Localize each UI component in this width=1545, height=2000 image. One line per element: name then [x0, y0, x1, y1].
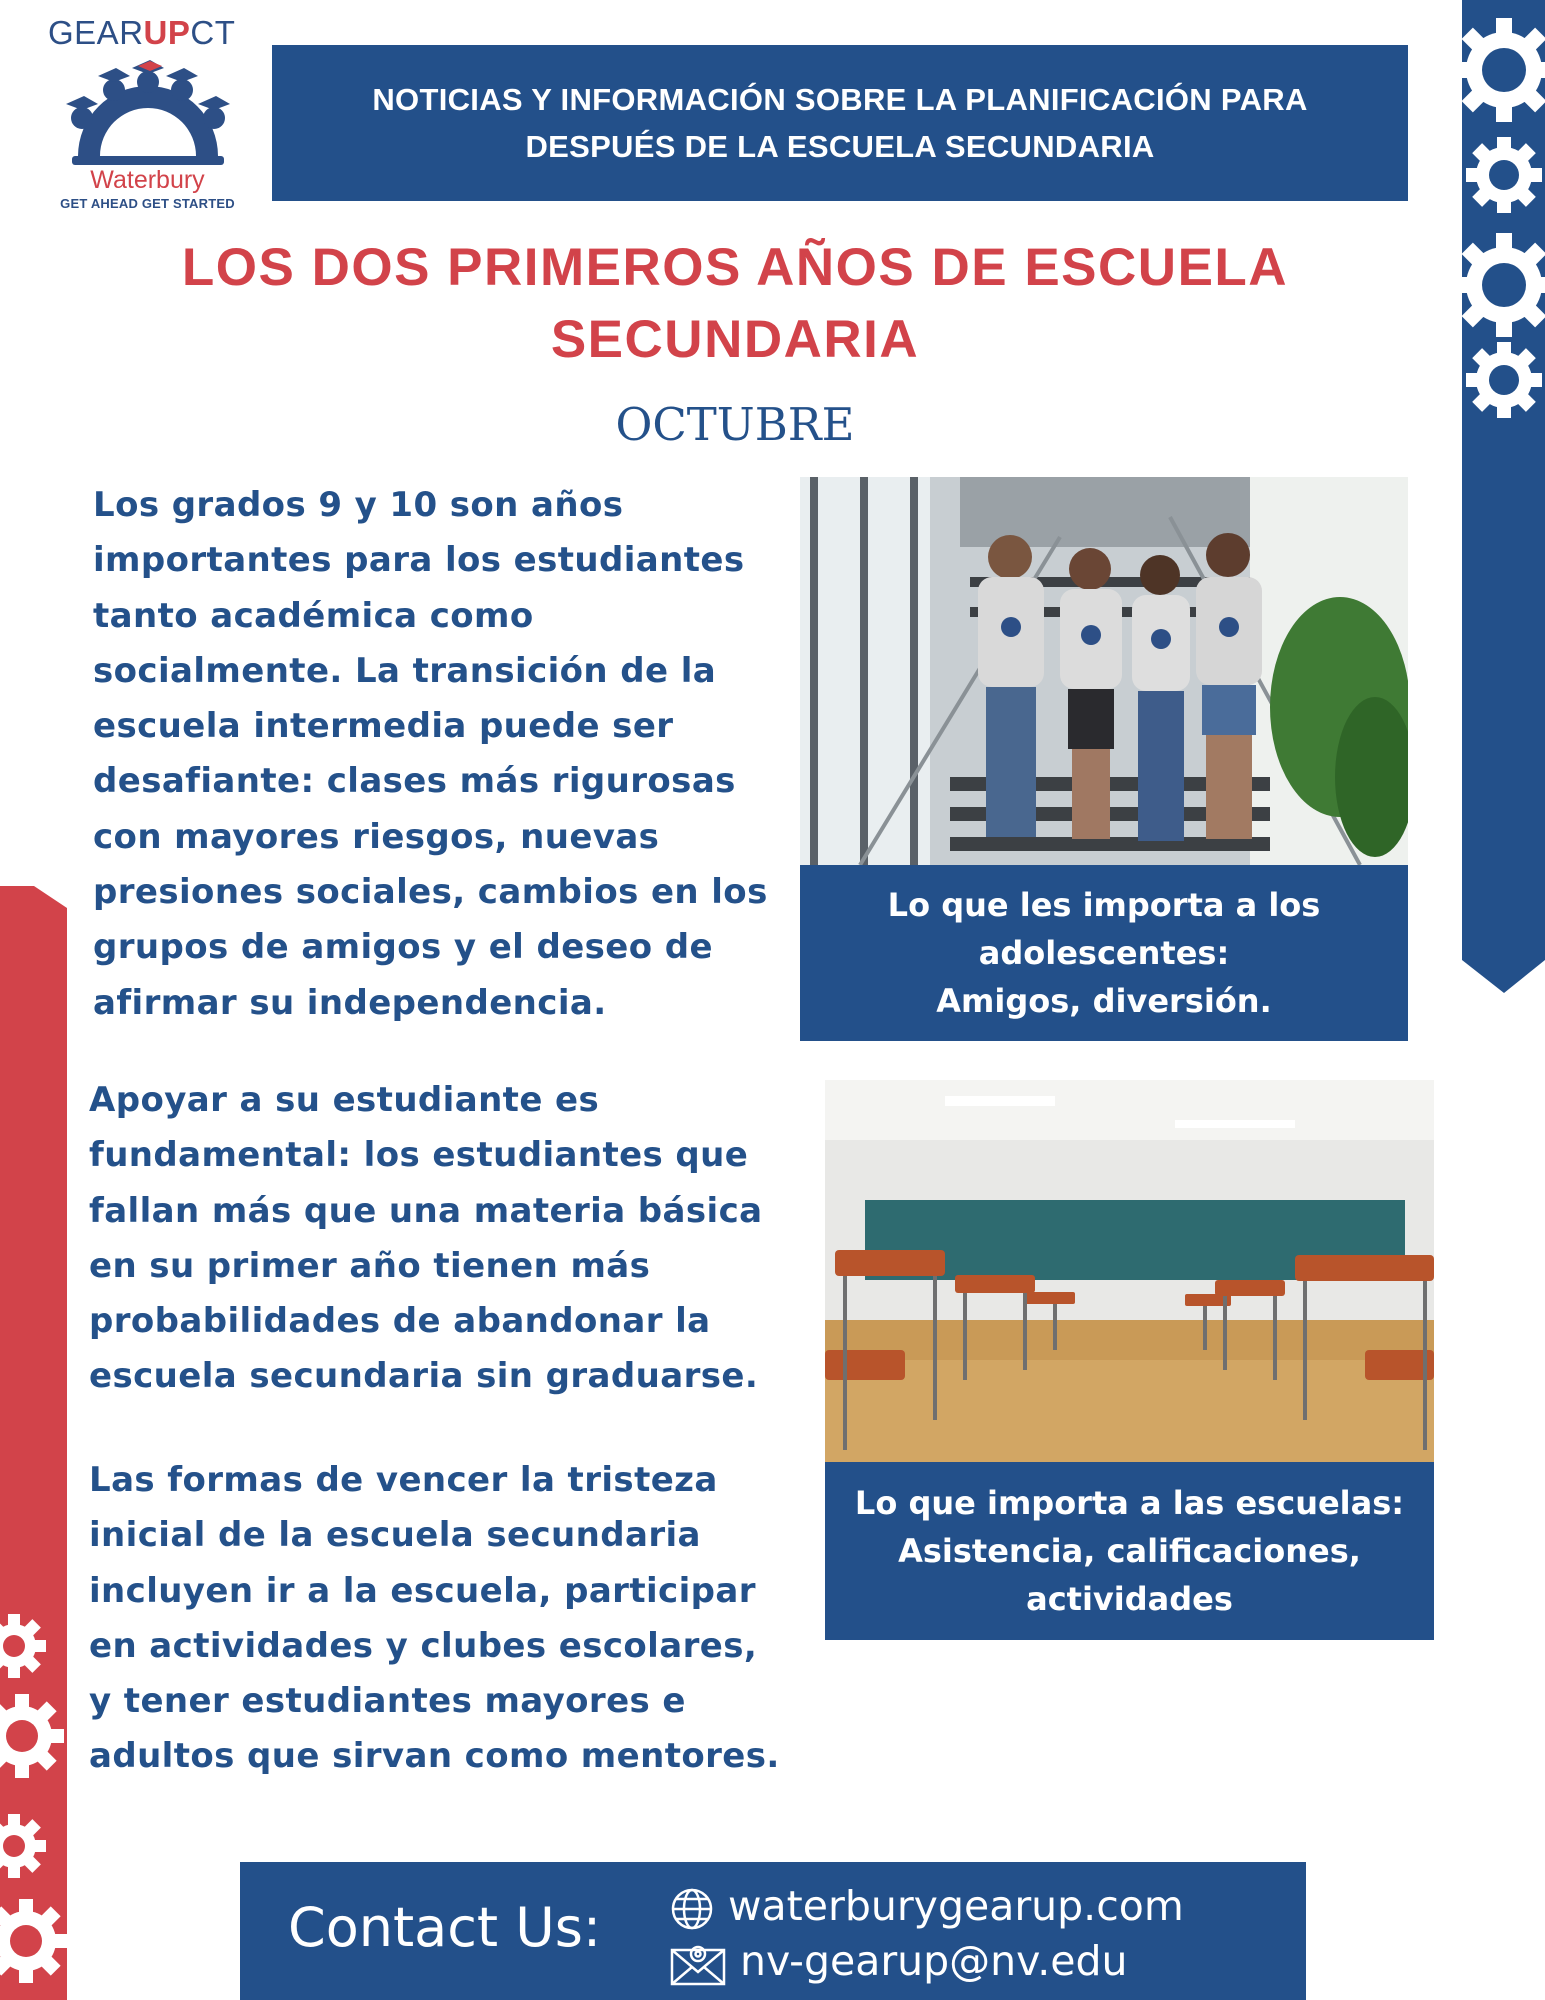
contact-email[interactable] — [670, 1937, 1128, 1986]
classroom-photo — [825, 1080, 1434, 1462]
caption-teens — [800, 865, 1408, 1041]
logo-city: Waterbury — [90, 166, 205, 194]
logo-wordmark: GEARUPCT — [48, 14, 236, 51]
banner-text — [340, 76, 1340, 170]
contact-website[interactable] — [670, 1882, 1184, 1931]
gear-icon — [1462, 233, 1545, 337]
gear-icon — [1466, 137, 1542, 213]
banner-line-1: NOTICIAS Y INFORMACIÓN SOBRE LA PLANIFICACIÓN PARA — [372, 82, 1308, 117]
title-line-1: LOS DOS PRIMEROS AÑOS DE ESCUELA — [181, 238, 1289, 297]
globe-icon — [670, 1887, 714, 1931]
right-gear-strip — [1462, 0, 1545, 993]
caption-schools-line-3: actividades — [1026, 1580, 1233, 1618]
caption-schools-line-2: Asistencia, calificaciones, — [898, 1532, 1361, 1570]
logo-graduates-icon — [58, 60, 238, 166]
logo-tagline: GET AHEAD GET STARTED — [60, 196, 235, 211]
left-gear-strip — [0, 886, 67, 2000]
page-title — [110, 232, 1360, 376]
caption-teens-line-3: Amigos, diversión. — [936, 982, 1272, 1020]
students-photo — [800, 477, 1408, 865]
contact-bar — [240, 1862, 1306, 2000]
header-banner — [272, 45, 1408, 201]
paragraph-intro: Los grados 9 y 10 son años importantes para los estudiantes tanto académica como socialmente. La transición de la escuela intermedia puede ser desafiante: clases más rigurosas con mayores riesgos, nuevas presiones sociales, cambios en los grupos de amigos y el deseo de afirmar su independencia. — [93, 485, 768, 1023]
gear-icon — [1466, 342, 1542, 418]
month-heading: OCTUBRE — [615, 398, 855, 451]
paragraph-tips: Las formas de vencer la tristeza inicial de la escuela secundaria incluyen ir a la escuela, participar en actividades y clubes escolares, y tener estudiantes mayores e adultos que sirvan como mentores. — [89, 1460, 780, 1777]
caption-teens-line-1: Lo que les importa a los — [887, 886, 1321, 924]
gearup-logo — [40, 14, 255, 214]
email-text[interactable]: nv-gearup@nv.edu — [740, 1937, 1128, 1985]
caption-teens-line-2: adolescentes: — [978, 934, 1230, 972]
contact-label: Contact Us: — [288, 1896, 602, 1959]
title-line-2: SECUNDARIA — [550, 310, 920, 369]
envelope-icon — [670, 1942, 726, 1986]
banner-line-2: DESPUÉS DE LA ESCUELA SECUNDARIA — [525, 129, 1155, 164]
gear-icon — [1462, 18, 1545, 122]
paragraph-support: Apoyar a su estudiante es fundamental: los estudiantes que fallan más que una materia básica en su primer año tienen más probabilidades de abandonar la escuela secundaria sin graduarse. — [89, 1080, 763, 1397]
caption-schools — [825, 1462, 1434, 1640]
caption-schools-line-1: Lo que importa a las escuelas: — [854, 1484, 1405, 1522]
website-text[interactable]: waterburygearup.com — [728, 1882, 1184, 1930]
